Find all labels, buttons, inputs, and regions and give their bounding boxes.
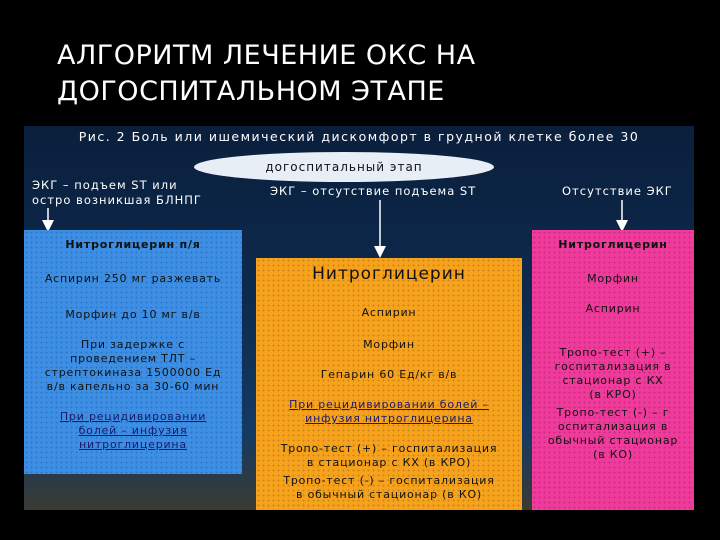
- slide-title-line-1: АЛГОРИТМ ЛЕЧЕНИЕ ОКС НА: [57, 40, 476, 71]
- left-box-relapse: [24, 410, 242, 452]
- left-box-tlt-line-1: При задержке с: [81, 338, 185, 351]
- right-box-test-negative: [532, 406, 694, 462]
- middle-box-relapse-line-2: инфузия нитроглицерина: [305, 412, 473, 425]
- slide-title: [57, 38, 677, 110]
- left-box-aspirin: Аспирин 250 мг разжевать: [44, 272, 222, 285]
- middle-box-test-negative: [256, 474, 522, 502]
- right-box-test-positive-line-2: госпитализация в: [554, 360, 672, 373]
- middle-box-test-negative-line-2: в обычный стационар (в КО): [295, 488, 482, 501]
- right-box-test-negative-line-3: обычный стационар: [547, 434, 679, 447]
- branch-right-label: Отсутствие ЭКГ: [562, 184, 673, 198]
- right-box-aspirin: Аспирин: [585, 302, 641, 315]
- middle-box-test-positive-line-2: в стационар с КХ (в КРО): [306, 456, 472, 469]
- left-box-relapse-line-1: При рецидивировании: [59, 410, 207, 423]
- left-box-tlt: [24, 338, 242, 394]
- middle-box-test-negative-line-1: Тропо-тест (-) – госпитализация: [283, 474, 495, 487]
- middle-box-heparin: Гепарин 60 Ед/кг в/в: [320, 368, 458, 381]
- right-box-header: Нитроглицерин: [558, 238, 668, 251]
- middle-box-test-positive: [256, 442, 522, 470]
- slide-title-line-2: ДОГОСПИТАЛЬНОМ ЭТАПЕ: [57, 76, 445, 107]
- right-box-test-negative-line-1: Тропо-тест (-) – г: [556, 406, 670, 419]
- middle-box-morphine: Морфин: [363, 338, 415, 351]
- right-box-test-positive-line-4: (в КРО): [589, 388, 637, 401]
- left-box-tlt-line-4: в/в капельно за 30-60 мин: [46, 380, 220, 393]
- middle-box-aspirin: Аспирин: [361, 306, 417, 319]
- left-box-tlt-line-2: проведением ТЛТ –: [70, 352, 196, 365]
- middle-treatment-box: [256, 258, 522, 510]
- middle-box-test-positive-line-1: Тропо-тест (+) – госпитализация: [280, 442, 498, 455]
- left-treatment-box: [24, 230, 242, 474]
- branch-middle-label: ЭКГ – отсутствие подъема ST: [270, 184, 477, 198]
- middle-box-relapse: [256, 398, 522, 426]
- right-box-test-negative-line-2: оспитализация в: [557, 420, 669, 433]
- branch-left-line-1: ЭКГ – подъем ST или: [32, 178, 178, 192]
- right-box-morphine: Морфин: [587, 272, 639, 285]
- right-box-test-positive-line-1: Тропо-тест (+) –: [559, 346, 667, 359]
- stage-label: догоспитальный этап: [265, 160, 423, 174]
- right-box-test-positive: [532, 346, 694, 402]
- right-treatment-box: [532, 230, 694, 510]
- algorithm-figure: [24, 126, 694, 510]
- right-box-test-negative-line-4: (в КО): [593, 448, 633, 461]
- middle-box-header: Нитроглицерин: [312, 264, 466, 284]
- branch-left-line-2: остро возникшая БЛНПГ: [32, 193, 202, 207]
- figure-caption: Рис. 2 Боль или ишемический дискомфорт в грудной клетке более 30: [78, 129, 640, 144]
- right-box-test-positive-line-3: стационар с КХ: [562, 374, 664, 387]
- left-box-relapse-line-3: нитроглицерина: [79, 438, 187, 451]
- middle-box-relapse-line-1: При рецидивировании болей –: [289, 398, 489, 411]
- left-box-header: Нитроглицерин п/я: [65, 238, 201, 251]
- left-box-morphine: Морфин до 10 мг в/в: [65, 308, 201, 321]
- left-box-tlt-line-3: стрептокиназа 1500000 Ед: [44, 366, 222, 379]
- left-box-relapse-line-2: болей – инфузия: [78, 424, 188, 437]
